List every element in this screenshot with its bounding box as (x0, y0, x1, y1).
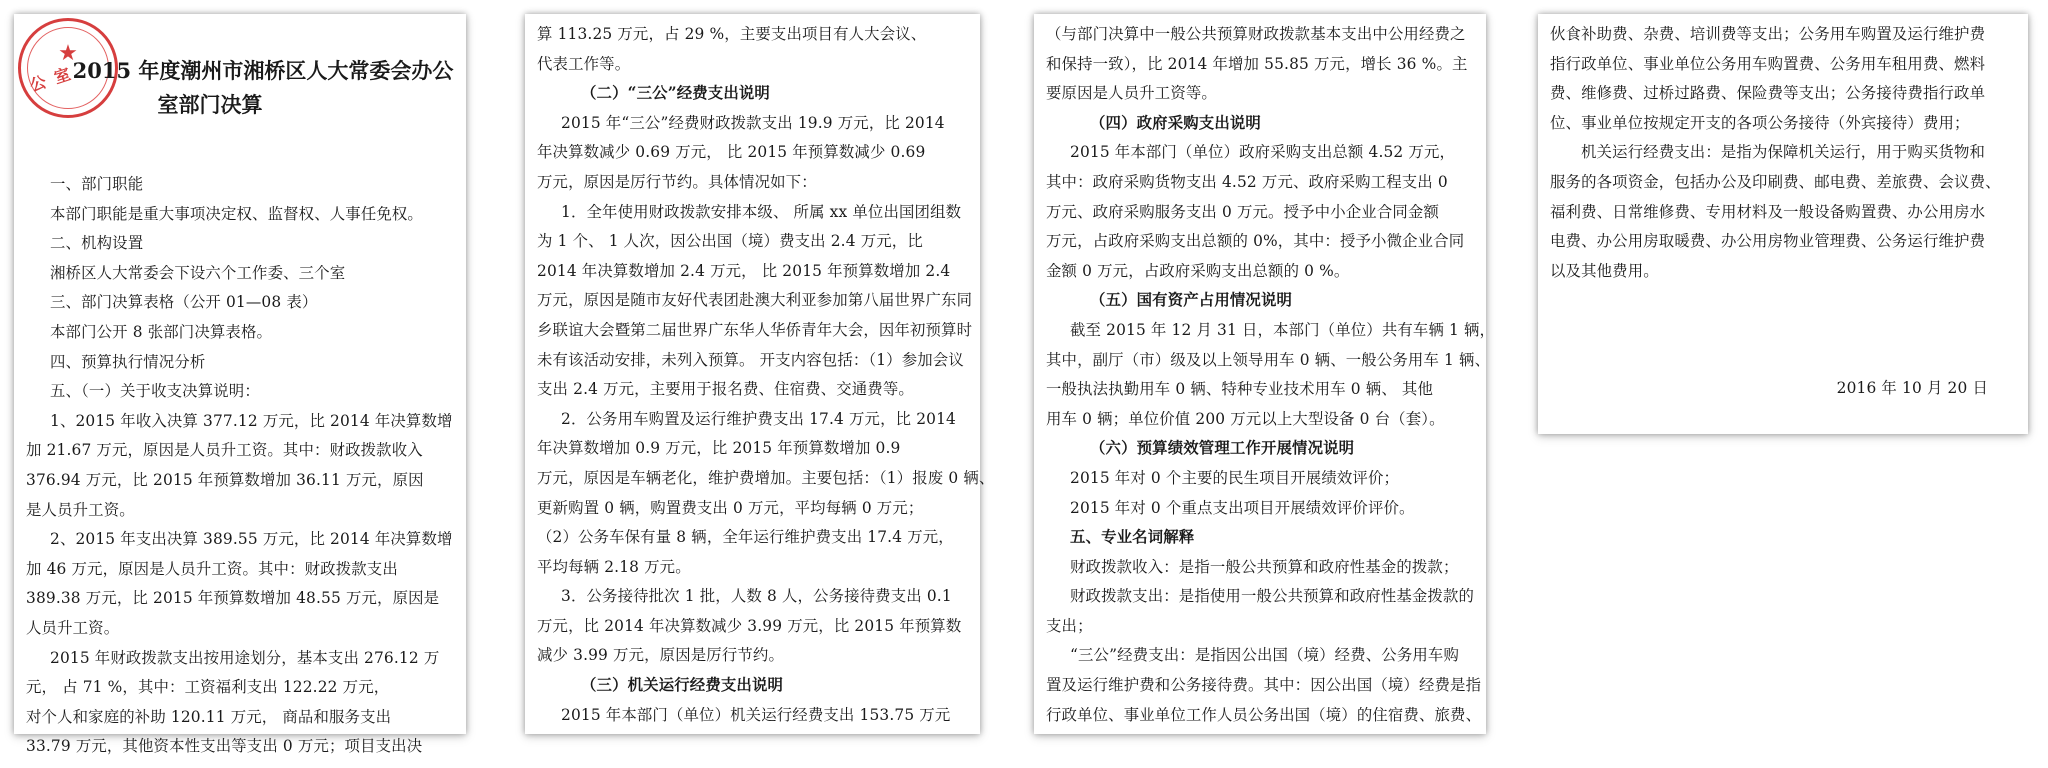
blank-space (1550, 286, 2016, 374)
official-seal-icon: ★ 公 室 (18, 18, 118, 118)
text-line: 2014 年决算数增加 2.4 万元， 比 2015 年预算数增加 2.4 (537, 261, 951, 280)
text-line: 本部门公开 8 张部门决算表格。 (50, 322, 273, 341)
text-line: 元， 占 71 %，其中：工资福利支出 122.22 万元， (26, 678, 390, 697)
text-line: 平均每辆 2.18 万元。 (537, 557, 691, 576)
text-line: 金额 0 万元，占政府采购支出总额的 0 %。 (1046, 261, 1350, 280)
section-heading: 三、部门决算表格（公开 01—08 表） (50, 293, 318, 312)
text-line: 万元，占政府采购支出总额的 0%，其中：授予小微企业合同 (1046, 232, 1465, 251)
text-line: 其中，副厅（市）级及以上领导用车 0 辆、一般公务用车 1 辆、 (1046, 350, 1491, 369)
document-date: 2016 年 10 月 20 日 (1836, 379, 1988, 398)
text-line: 更新购置 0 辆，购置费支出 0 万元，平均每辆 0 万元； (537, 498, 924, 517)
text-line: 算 113.25 万元，占 29 %，主要支出项目有人大会议、 (537, 25, 927, 43)
text-line: 万元，原因是随市友好代表团赴澳大利亚参加第八届世界广东同 (537, 291, 973, 310)
text-line: 福利费、日常维修费、专用材料及一般设备购置费、办公用房水 (1550, 202, 1986, 221)
text-line: 湘桥区人大常委会下设六个工作委、三个室 (50, 263, 346, 282)
text-line: 对个人和家庭的补助 120.11 万元， 商品和服务支出 (26, 707, 392, 726)
section-heading: （四）政府采购支出说明 (1090, 113, 1261, 132)
document-title-line-2: 室部门决算 (157, 92, 263, 117)
text-line: 乡联谊大会暨第二届世界广东华人华侨青年大会，因年初预算时 (537, 320, 973, 339)
text-line: 年决算数减少 0.69 万元， 比 2015 年预算数减少 0.69 (537, 143, 926, 162)
text-line: 服务的各项资金，包括办公及印刷费、邮电费、差旅费、会议费、 (1550, 172, 2001, 191)
section-heading: （三）机关运行经费支出说明 (581, 676, 784, 695)
text-line: 指行政单位、事业单位公务用车购置费、公务用车租用费、燃料 (1550, 54, 1986, 73)
text-line: 2015 年对 0 个重点支出项目开展绩效评价评价。 (1070, 498, 1415, 517)
text-line: 置及运行维护费和公务接待费。其中：因公出国（境）经费是指 (1046, 676, 1482, 695)
text-line: 2015 年“三公”经费财政拨款支出 19.9 万元，比 2014 (561, 113, 945, 132)
text-line: 万元、政府采购服务支出 0 万元。授予中小企业合同金额 (1046, 202, 1440, 221)
document-page-3 (1034, 14, 1496, 734)
text-line: 2、2015 年支出决算 389.55 万元，比 2014 年决算数增 (50, 530, 453, 549)
document-page-2 (525, 14, 995, 734)
text-line: 支出 2.4 万元，主要用于报名费、住宿费、交通费等。 (537, 380, 914, 399)
text-line: 2015 年财政拨款支出按用途划分，基本支出 276.12 万 (50, 648, 440, 667)
text-line: 万元，原因是厉行节约。具体情况如下： (537, 172, 817, 191)
text-line: 2015 年对 0 个主要的民生项目开展绩效评价； (1070, 468, 1400, 487)
text-line: “三公”经费支出：是指因公出国（境）经费、公务用车购 (1070, 646, 1460, 665)
text-line: 为 1 个、 1 人次，因公出国（境）费支出 2.4 万元，比 (537, 232, 923, 251)
text-line: 389.38 万元，比 2015 年预算数增加 48.55 万元，原因是 (26, 589, 440, 608)
text-line: 减少 3.99 万元，原因是厉行节约。 (537, 646, 784, 665)
document-title-line-1: 2015 年度潮州市湘桥区人大常委会办公 (72, 58, 454, 83)
text-line: 伙食补助费、杂费、培训费等支出；公务用车购置及运行维护费 (1550, 25, 1986, 43)
section-heading: （六）预算绩效管理工作开展情况说明 (1090, 439, 1355, 458)
text-line: 以及其他费用。 (1550, 261, 1659, 280)
text-line: 费、维修费、过桥过路费、保险费等支出；公务接待费指行政单 (1550, 84, 1986, 103)
text-line: 年决算数增加 0.9 万元，比 2015 年预算数增加 0.9 (537, 439, 901, 458)
text-line: 位、事业单位按规定开支的各项公务接待（外宾接待）费用； (1550, 113, 1970, 132)
text-line: 机关运行经费支出：是指为保障机关运行，用于购买货物和 (1581, 143, 1986, 162)
text-line: 要原因是人员升工资等。 (1046, 84, 1217, 103)
section-heading: 四、预算执行情况分析 (50, 352, 206, 371)
text-line: 加 21.67 万元，原因是人员升工资。其中：财政拨款收入 (26, 441, 423, 460)
document-page-4 (1538, 14, 2028, 434)
text-line: 万元，原因是车辆老化，维护费增加。主要包括：（1）报废 0 辆、 (537, 468, 995, 487)
section-heading: 二、机构设置 (50, 234, 144, 253)
text-line: 1、2015 年收入决算 377.12 万元，比 2014 年决算数增 (50, 411, 453, 430)
section-heading: （五）国有资产占用情况说明 (1090, 291, 1293, 310)
text-line: 2015 年本部门（单位）政府采购支出总额 4.52 万元， (1070, 143, 1456, 162)
text-line: 一般执法执勤用车 0 辆、特种专业技术用车 0 辆、 其他 (1046, 380, 1433, 399)
text-line: 33.79 万元，其他资本性支出等支出 0 万元；项目支出决 (26, 737, 423, 756)
text-line: 支出； (1046, 616, 1093, 635)
section-heading: 五、（一）关于收支决算说明： (50, 382, 260, 401)
text-line: 行政单位、事业单位工作人员公务出国（境）的住宿费、旅费、 (1046, 705, 1482, 724)
text-line: 2015 年本部门（单位）机关运行经费支出 153.75 万元 (561, 705, 951, 724)
text-line: 财政拨款支出：是指使用一般公共预算和政府性基金拨款的 (1070, 587, 1475, 606)
section-heading: 五、专业名词解释 (1070, 528, 1195, 547)
text-line: 人员升工资。 (26, 618, 120, 637)
text-line: 3．公务接待批次 1 批，人数 8 人，公务接待费支出 0.1 (561, 587, 952, 606)
text-line: 和保持一致），比 2014 年增加 55.85 万元，增长 36 %。主 (1046, 54, 1468, 73)
text-line: 2．公务用车购置及运行维护费支出 17.4 万元，比 2014 (561, 409, 956, 428)
text-line: 截至 2015 年 12 月 31 日，本部门（单位）共有车辆 1 辆， (1070, 320, 1496, 339)
text-line: 未有该活动安排，未列入预算。 开支内容包括：（1）参加会议 (537, 350, 964, 369)
text-line: 加 46 万元，原因是人员升工资。其中：财政拨款支出 (26, 559, 398, 578)
text-line: 代表工作等。 (537, 54, 631, 73)
text-line: 用车 0 辆；单位价值 200 万元以上大型设备 0 台（套）。 (1046, 409, 1445, 428)
text-line: 1．全年使用财政拨款安排本级、 所属 xx 单位出国团组数 (561, 202, 962, 221)
text-line: （2）公务车保有量 8 辆，全年运行维护费支出 17.4 万元， (537, 528, 954, 547)
text-line: 376.94 万元，比 2015 年预算数增加 36.11 万元，原因 (26, 470, 424, 489)
text-line: 本部门职能是重大事项决定权、监督权、人事任免权。 (50, 204, 423, 223)
text-line: 电费、办公用房取暖费、办公用房物业管理费、公务运行维护费 (1550, 232, 1986, 251)
section-heading: 一、部门职能 (50, 175, 144, 193)
section-heading: （二）“三公”经费支出说明 (581, 84, 770, 103)
text-line: 万元，比 2014 年决算数减少 3.99 万元，比 2015 年预算数 (537, 616, 962, 635)
document-page-1 (14, 14, 466, 756)
text-line: 财政拨款收入：是指一般公共预算和政府性基金的拨款； (1070, 557, 1459, 576)
text-line: 是人员升工资。 (26, 500, 135, 519)
text-line: （与部门决算中一般公共预算财政拨款基本支出中公用经费之 (1046, 25, 1466, 43)
text-line: 其中：政府采购货物支出 4.52 万元、政府采购工程支出 0 (1046, 172, 1448, 191)
